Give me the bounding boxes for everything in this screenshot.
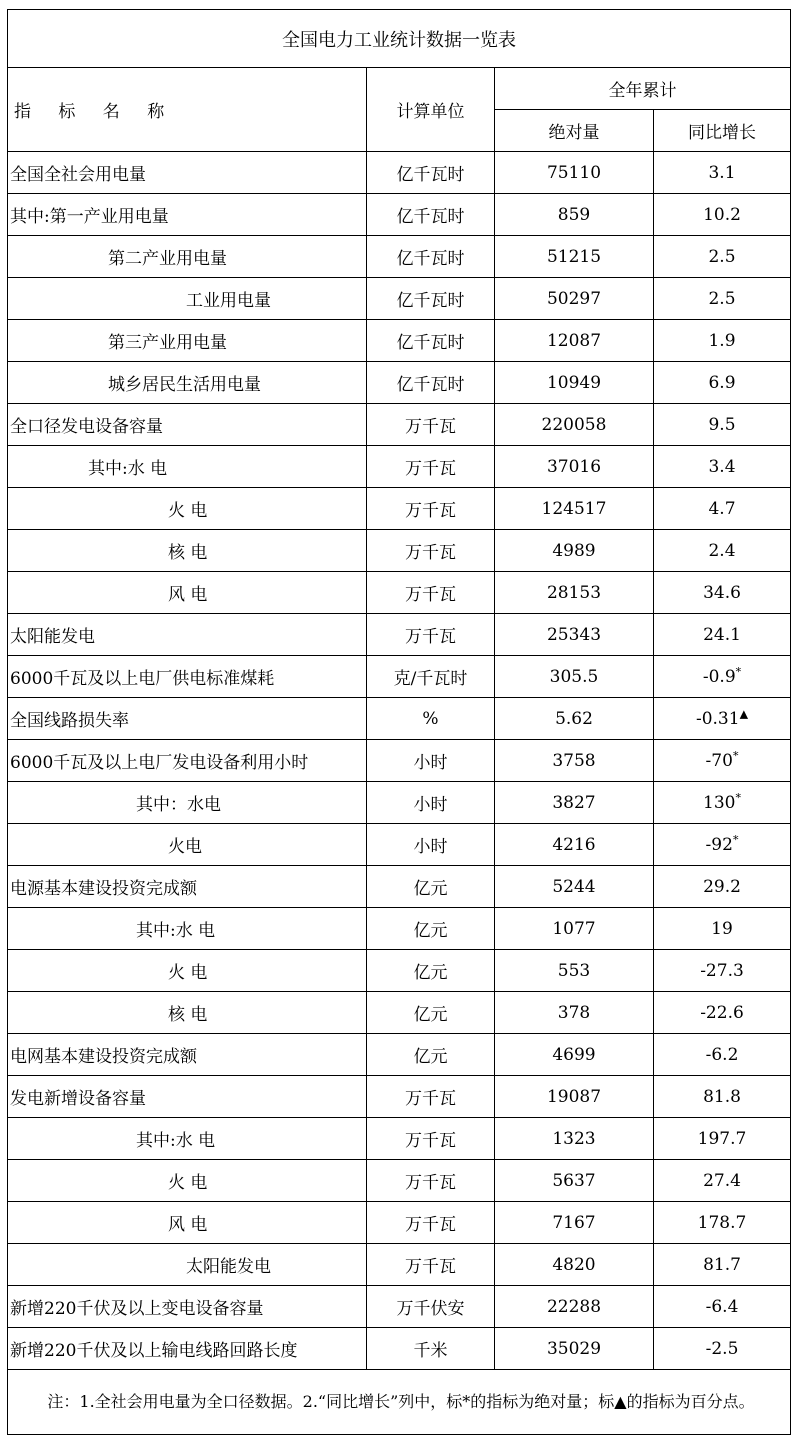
absolute-value-cell: 5244: [495, 866, 654, 908]
unit-cell: 亿元: [367, 1034, 495, 1076]
indicator-name: 新增220千伏及以上变电设备容量: [8, 1286, 367, 1328]
absolute-value-cell: 51215: [495, 236, 654, 278]
yoy-value: 2.4: [708, 540, 736, 561]
table-row: [8, 362, 791, 404]
table-row: [8, 194, 791, 236]
header-row-1: [8, 68, 791, 110]
yoy-mark: *: [735, 664, 742, 678]
table-row: [8, 1286, 791, 1328]
absolute-value-cell: 75110: [495, 152, 654, 194]
absolute-value-cell: 305.5: [495, 656, 654, 698]
unit-cell: 万千瓦: [367, 404, 495, 446]
unit-cell: 万千伏安: [367, 1286, 495, 1328]
absolute-value-cell: 19087: [495, 1076, 654, 1118]
indicator-name: 其中：水电: [8, 782, 367, 824]
indicator-name: 6000千瓦及以上电厂供电标准煤耗: [8, 656, 367, 698]
absolute-value-cell: 4699: [495, 1034, 654, 1076]
yoy-growth-cell: [654, 488, 791, 530]
yoy-value: 9.5: [708, 414, 736, 435]
yoy-value: -27.3: [700, 960, 744, 981]
unit-cell: 亿元: [367, 992, 495, 1034]
yoy-value: -6.2: [705, 1044, 739, 1065]
yoy-value: -6.4: [705, 1296, 739, 1317]
unit-cell: 小时: [367, 824, 495, 866]
table-row: [8, 278, 791, 320]
table-row: [8, 404, 791, 446]
table-row: [8, 992, 791, 1034]
yoy-value: 130: [703, 792, 736, 813]
yoy-growth-cell: [654, 1160, 791, 1202]
yoy-growth-cell: [654, 362, 791, 404]
yoy-growth-cell: [654, 656, 791, 698]
yoy-growth-cell: [654, 740, 791, 782]
yoy-growth-cell: [654, 1118, 791, 1160]
indicator-name: 火 电: [8, 1160, 367, 1202]
yoy-value: 24.1: [703, 624, 741, 645]
absolute-value-cell: 7167: [495, 1202, 654, 1244]
yoy-value: 81.8: [703, 1086, 741, 1107]
table-row: [8, 488, 791, 530]
yoy-mark: ▲: [739, 706, 749, 720]
absolute-value-cell: 4989: [495, 530, 654, 572]
absolute-value-cell: 553: [495, 950, 654, 992]
unit-cell: 万千瓦: [367, 614, 495, 656]
unit-cell: 亿元: [367, 908, 495, 950]
unit-cell: 万千瓦: [367, 1202, 495, 1244]
yoy-value: 2.5: [708, 246, 736, 267]
table-row: [8, 908, 791, 950]
unit-cell: 亿元: [367, 950, 495, 992]
absolute-value-cell: 1077: [495, 908, 654, 950]
yoy-value: 178.7: [697, 1212, 747, 1233]
yoy-growth-cell: [654, 1034, 791, 1076]
yoy-growth-cell: [654, 866, 791, 908]
unit-cell: 亿千瓦时: [367, 320, 495, 362]
absolute-value-cell: 35029: [495, 1328, 654, 1370]
unit-cell: 小时: [367, 782, 495, 824]
yoy-growth-cell: [654, 152, 791, 194]
indicator-name: 火 电: [8, 488, 367, 530]
indicator-name: 第二产业用电量: [8, 236, 367, 278]
absolute-value-cell: 37016: [495, 446, 654, 488]
yoy-growth-cell: [654, 194, 791, 236]
unit-cell: 千米: [367, 1328, 495, 1370]
indicator-name: 城乡居民生活用电量: [8, 362, 367, 404]
absolute-value-cell: 4216: [495, 824, 654, 866]
unit-cell: 小时: [367, 740, 495, 782]
absolute-value-cell: 12087: [495, 320, 654, 362]
absolute-value-cell: 3827: [495, 782, 654, 824]
yoy-value: 3.4: [708, 456, 736, 477]
yoy-growth-cell: [654, 614, 791, 656]
yoy-growth-cell: [654, 908, 791, 950]
indicator-name: 电源基本建设投资完成额: [8, 866, 367, 908]
indicator-name: 电网基本建设投资完成额: [8, 1034, 367, 1076]
yoy-growth-cell: [654, 446, 791, 488]
yoy-growth-cell: [654, 572, 791, 614]
unit-cell: 亿元: [367, 866, 495, 908]
yoy-growth-cell: [654, 236, 791, 278]
table-row: [8, 1202, 791, 1244]
unit-cell: 万千瓦: [367, 1076, 495, 1118]
indicator-name: 核 电: [8, 992, 367, 1034]
absolute-value-cell: 1323: [495, 1118, 654, 1160]
unit-cell: 万千瓦: [367, 530, 495, 572]
yoy-mark: *: [732, 832, 739, 846]
unit-cell: 亿千瓦时: [367, 362, 495, 404]
table-body: [8, 10, 791, 1435]
indicator-name: 6000千瓦及以上电厂发电设备利用小时: [8, 740, 367, 782]
yoy-growth-cell: [654, 1286, 791, 1328]
table-row: [8, 236, 791, 278]
unit-cell: 万千瓦: [367, 446, 495, 488]
table-footnote: 注：1.全社会用电量为全口径数据。2.“同比增长”列中，标*的指标为绝对量；标▲的指标为百分点。: [8, 1370, 791, 1435]
absolute-value-cell: 5.62: [495, 698, 654, 740]
statistics-table: [7, 9, 791, 1435]
table-row: [8, 698, 791, 740]
table-row: [8, 446, 791, 488]
table-row: [8, 572, 791, 614]
header-yoy-growth: 同比增长: [654, 110, 791, 152]
table-row: [8, 1076, 791, 1118]
yoy-growth-cell: [654, 404, 791, 446]
absolute-value-cell: 28153: [495, 572, 654, 614]
yoy-value: 2.5: [708, 288, 736, 309]
note-row: [8, 1370, 791, 1435]
statistics-sheet: [7, 9, 790, 1435]
table-row: [8, 152, 791, 194]
unit-cell: %: [367, 698, 495, 740]
yoy-value: 19: [711, 918, 733, 939]
yoy-value: 197.7: [697, 1128, 747, 1149]
indicator-name: 太阳能发电: [8, 1244, 367, 1286]
absolute-value-cell: 859: [495, 194, 654, 236]
table-row: [8, 1328, 791, 1370]
yoy-value: -0.31: [695, 708, 740, 729]
unit-cell: 万千瓦: [367, 1160, 495, 1202]
unit-cell: 万千瓦: [367, 1118, 495, 1160]
indicator-name: 全国线路损失率: [8, 698, 367, 740]
yoy-growth-cell: [654, 1328, 791, 1370]
table-row: [8, 320, 791, 362]
yoy-value: -70: [705, 750, 733, 771]
indicator-name: 全口径发电设备容量: [8, 404, 367, 446]
absolute-value-cell: 10949: [495, 362, 654, 404]
header-indicator-name: 指 标 名 称: [8, 68, 367, 152]
table-row: [8, 866, 791, 908]
table-row: [8, 740, 791, 782]
absolute-value-cell: 3758: [495, 740, 654, 782]
yoy-growth-cell: [654, 1202, 791, 1244]
indicator-name: 火 电: [8, 950, 367, 992]
table-row: [8, 824, 791, 866]
indicator-name: 风 电: [8, 1202, 367, 1244]
unit-cell: 万千瓦: [367, 1244, 495, 1286]
yoy-growth-cell: [654, 1244, 791, 1286]
table-title: 全国电力工业统计数据一览表: [8, 10, 791, 68]
indicator-name: 其中:第一产业用电量: [8, 194, 367, 236]
table-row: [8, 656, 791, 698]
header-unit: 计算单位: [367, 68, 495, 152]
absolute-value-cell: 378: [495, 992, 654, 1034]
yoy-value: 81.7: [703, 1254, 741, 1275]
absolute-value-cell: 220058: [495, 404, 654, 446]
table-row: [8, 950, 791, 992]
unit-cell: 克/千瓦时: [367, 656, 495, 698]
table-row: [8, 614, 791, 656]
yoy-growth-cell: [654, 992, 791, 1034]
unit-cell: 亿千瓦时: [367, 194, 495, 236]
indicator-name: 新增220千伏及以上输电线路回路长度: [8, 1328, 367, 1370]
unit-cell: 万千瓦: [367, 488, 495, 530]
indicator-name: 核 电: [8, 530, 367, 572]
table-row: [8, 1034, 791, 1076]
yoy-value: -92: [705, 834, 733, 855]
yoy-value: 1.9: [708, 330, 736, 351]
unit-cell: 亿千瓦时: [367, 236, 495, 278]
indicator-name: 太阳能发电: [8, 614, 367, 656]
yoy-growth-cell: [654, 698, 791, 740]
table-row: [8, 530, 791, 572]
indicator-name: 风 电: [8, 572, 367, 614]
yoy-growth-cell: [654, 1076, 791, 1118]
unit-cell: 亿千瓦时: [367, 152, 495, 194]
table-row: [8, 782, 791, 824]
absolute-value-cell: 50297: [495, 278, 654, 320]
indicator-name: 第三产业用电量: [8, 320, 367, 362]
header-absolute: 绝对量: [495, 110, 654, 152]
absolute-value-cell: 4820: [495, 1244, 654, 1286]
table-row: [8, 1160, 791, 1202]
indicator-name: 火电: [8, 824, 367, 866]
yoy-growth-cell: [654, 320, 791, 362]
yoy-mark: *: [735, 790, 741, 804]
indicator-name: 发电新增设备容量: [8, 1076, 367, 1118]
indicator-name: 其中:水 电: [8, 446, 367, 488]
yoy-growth-cell: [654, 782, 791, 824]
yoy-value: 6.9: [708, 372, 736, 393]
indicator-name: 全国全社会用电量: [8, 152, 367, 194]
yoy-value: 29.2: [703, 876, 741, 897]
table-row: [8, 1244, 791, 1286]
table-row: [8, 1118, 791, 1160]
absolute-value-cell: 22288: [495, 1286, 654, 1328]
yoy-value: 4.7: [708, 498, 736, 519]
yoy-value: -0.9: [702, 666, 736, 687]
absolute-value-cell: 124517: [495, 488, 654, 530]
yoy-value: 10.2: [703, 204, 741, 225]
yoy-value: 27.4: [703, 1170, 741, 1191]
indicator-name: 其中:水 电: [8, 1118, 367, 1160]
yoy-value: 34.6: [703, 582, 741, 603]
yoy-value: 3.1: [708, 162, 736, 183]
indicator-name: 其中:水 电: [8, 908, 367, 950]
absolute-value-cell: 5637: [495, 1160, 654, 1202]
yoy-growth-cell: [654, 824, 791, 866]
yoy-growth-cell: [654, 530, 791, 572]
absolute-value-cell: 25343: [495, 614, 654, 656]
yoy-growth-cell: [654, 950, 791, 992]
header-annual-total: 全年累计: [495, 68, 791, 110]
title-row: [8, 10, 791, 68]
yoy-growth-cell: [654, 278, 791, 320]
yoy-mark: *: [732, 748, 739, 762]
unit-cell: 亿千瓦时: [367, 278, 495, 320]
yoy-value: -22.6: [700, 1002, 744, 1023]
yoy-value: -2.5: [705, 1338, 739, 1359]
indicator-name: 工业用电量: [8, 278, 367, 320]
unit-cell: 万千瓦: [367, 572, 495, 614]
